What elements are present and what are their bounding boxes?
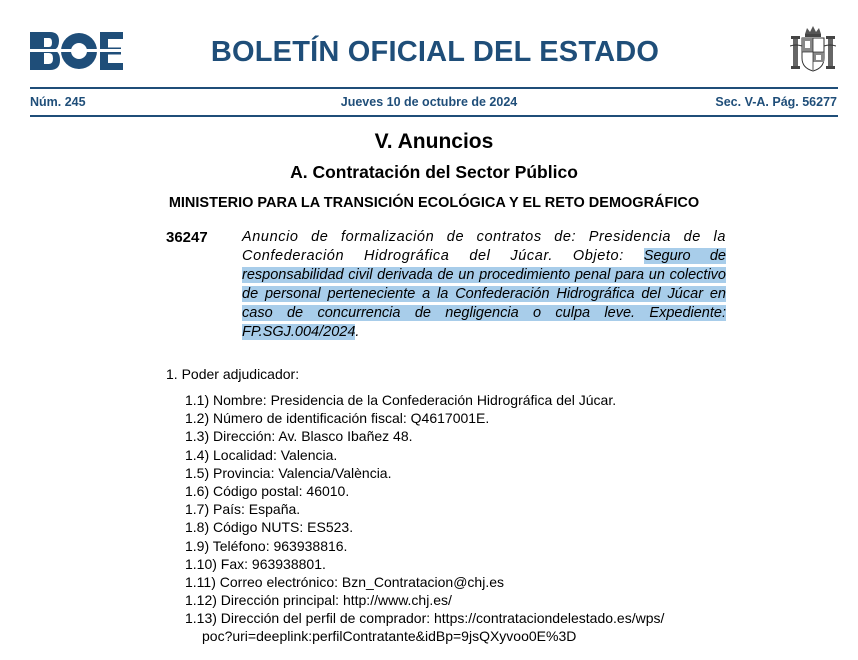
page-title: BOLETÍN OFICIAL DEL ESTADO — [210, 36, 660, 68]
list-item-buyer-profile — [185, 609, 730, 645]
list-item: 1.9) Teléfono: 963938816. — [185, 537, 348, 554]
coat-of-arms-icon — [790, 24, 836, 74]
announcement-number: 36247 — [166, 229, 208, 246]
buyer-profile-line1: 1.13) Dirección del perfil de comprador: https://contrataciondelestado.es/wps/ — [185, 610, 665, 627]
announcement-summary — [242, 228, 726, 342]
subpart-heading: A. Contratación del Sector Público — [290, 162, 578, 182]
list-item: 1.6) Código postal: 46010. — [185, 482, 350, 499]
issue-number: Núm. 245 — [30, 95, 86, 109]
list-item: 1.10) Fax: 963938801. — [185, 555, 326, 572]
list-item: 1.3) Dirección: Av. Blasco Ibañez 48. — [185, 428, 413, 445]
issue-date: Jueves 10 de octubre de 2024 — [340, 95, 518, 109]
section-page: Sec. V-A. Pág. 56277 — [715, 95, 837, 109]
header-rule-top — [30, 87, 838, 89]
list-item: 1.8) Código NUTS: ES523. — [185, 519, 354, 536]
list-item: 1.12) Dirección principal: http://www.chj.es/ — [185, 592, 452, 609]
list-item: 1.5) Provincia: Valencia/València. — [185, 464, 392, 481]
part-heading: V. Anuncios — [374, 130, 494, 153]
boe-logo-icon — [30, 32, 124, 70]
announcement-intro: Anuncio de formalización de contratos de: Presidencia de la Confederación Hidrográfica del Júcar. Objeto: — [242, 229, 726, 264]
section-title: 1. Poder adjudicador: — [166, 366, 300, 382]
announcement-object-highlight: Seguro de responsabilidad civil derivada de un procedimiento penal para un colectivo de personal perteneciente a la Confederación Hidrográfica del Júcar en caso de concurrencia de negligencia o culpa leve. Expediente: FP.SGJ.004/2024 — [242, 248, 726, 340]
list-item: 1.7) País: España. — [185, 501, 301, 518]
list-item: 1.1) Nombre: Presidencia de la Confederación Hidrográfica del Júcar. — [185, 392, 617, 408]
list-item: 1.2) Número de identificación fiscal: Q4617001E. — [185, 410, 490, 427]
announcement-end: . — [355, 324, 360, 340]
header-rule-bottom — [30, 115, 838, 117]
buyer-profile-line2: poc?uri=deeplink:perfilContratante&idBp=9jsQXyvoo0E%3D — [202, 628, 577, 645]
list-item: 1.4) Localidad: Valencia. — [185, 446, 338, 463]
ministry-heading: MINISTERIO PARA LA TRANSICIÓN ECOLÓGICA Y EL RETO DEMOGRÁFICO — [168, 195, 700, 211]
section-items — [185, 391, 745, 646]
list-item: 1.11) Correo electrónico: Bzn_Contratacion@chj.es — [185, 573, 504, 590]
